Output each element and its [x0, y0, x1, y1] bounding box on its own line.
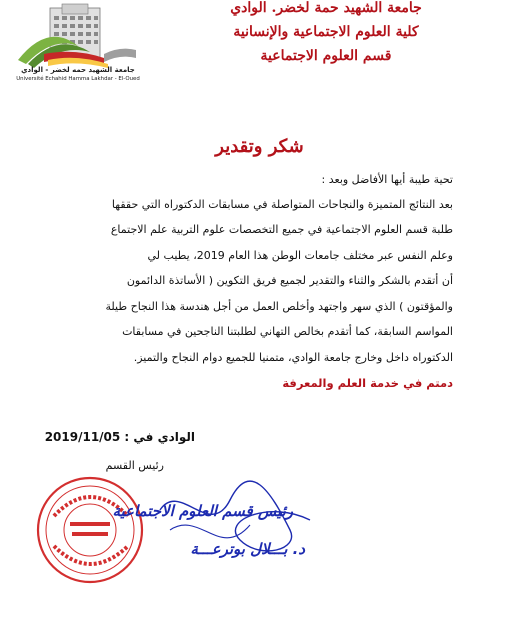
greeting-line: تحية طيبة أيها الأفاضل وبعد : — [321, 173, 453, 186]
official-stamp — [34, 470, 146, 590]
body-line: طلبة قسم العلوم الاجتماعية في جميع التخصصات علوم التربية علم الاجتماع — [110, 223, 453, 236]
department-name: قسم العلوم الاجتماعية — [260, 48, 392, 64]
body-line: الدكتوراه داخل وخارج جامعة الوادي، متمنيا للجميع دوام النجاح والتميز. — [133, 351, 453, 364]
signature-name: د. بـــلال بوترعـــة — [190, 540, 305, 558]
body-line: والمؤقتون ) الذي سهر واجتهد وأخلص العمل من أجل هندسة هذا النجاح طيلة — [105, 300, 453, 313]
letter-date: الوادي في : 2019/11/05 — [44, 430, 195, 444]
letter-title: شكر وتقدير — [215, 136, 304, 157]
signature-title: رئيس قسم العلوم الاجتماعية — [112, 502, 293, 520]
logo-caption-arabic: جامعة الشهيد حمه لخضر - الوادي — [21, 66, 135, 74]
body-line: المواسم السابقة، كما أتقدم بخالص التهاني لطلبتنا الناجحين في مسابقات — [122, 325, 453, 338]
closing-phrase: دمتم في خدمة العلم والمعرفة — [282, 376, 453, 390]
handwritten-signature — [150, 470, 320, 590]
faculty-name: كلية العلوم الاجتماعية والإنسانية — [233, 24, 419, 40]
logo-caption-french: Université Echahid Hamma Lakhdar - El-Oued — [16, 76, 140, 82]
body-line: بعد النتائج المتميزة والنجاحات المتواصلة في مسابقات الدكتوراه التي حققها — [111, 198, 453, 211]
body-line: أن أتقدم بالشكر والثناء والتقدير لجميع فريق التكوين ( الأساتذة الدائمون — [126, 274, 453, 287]
university-name: جامعة الشهيد حمة لخضر. الوادي — [230, 0, 422, 16]
department-head-label: رئيس القسم — [105, 459, 164, 472]
body-line: وعلم النفس عبر مختلف جامعات الوطن هذا العام 2019، يطيب لي — [147, 249, 453, 262]
